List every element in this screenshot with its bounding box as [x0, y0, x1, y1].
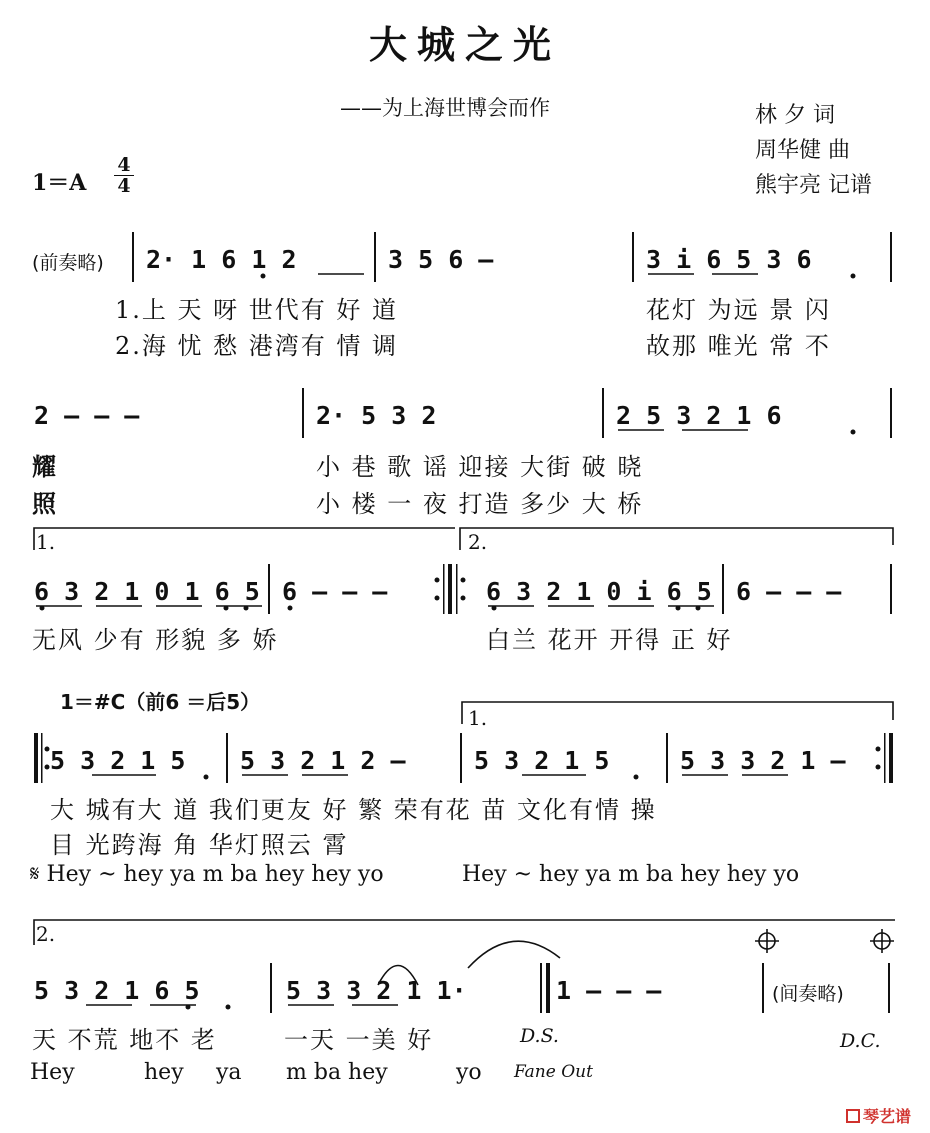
lyric-verse2: 照 — [32, 489, 58, 518]
repeat-start-bar — [456, 564, 458, 614]
measure: 2 – – – — [34, 401, 140, 430]
prelude-note: (前奏略) — [32, 252, 104, 274]
lyricist-credit: 林 夕 词 — [755, 103, 835, 128]
ending-2-label: 2. — [468, 530, 488, 554]
lyric-verse2: 故那 唯光 常 不 — [646, 332, 831, 360]
ending-bracket-2 — [460, 528, 893, 550]
composer-credit: 周华健 曲 — [755, 138, 850, 163]
lyric-verse1: 耀 — [32, 452, 58, 481]
song-subtitle: ——为上海世博会而作 — [340, 96, 550, 120]
english-lyric: Hey ~ hey ya m ba hey hey yo — [462, 862, 800, 887]
measure: 5 3 2 1 2 – — [240, 746, 406, 775]
ending-bracket-1b — [462, 702, 893, 724]
ending-1-label: 1. — [36, 530, 56, 554]
measure: 5 3 3 2 1 – — [680, 746, 846, 775]
measure: 5 3 2 1 6 5 — [34, 976, 200, 1005]
dal-segno-mark: D.S. — [520, 1025, 559, 1047]
da-capo-mark: D.C. — [840, 1030, 881, 1052]
ending-2-label: 2. — [36, 922, 56, 946]
key-change: 1＝#C（前6 ＝后5） — [60, 690, 261, 714]
repeat-start-bar — [34, 733, 38, 783]
lyric: 一天 一美 好 — [284, 1026, 434, 1054]
lyric-verse1: 1.上 天 呀 世代有 好 道 — [115, 296, 399, 324]
double-barline — [540, 963, 542, 1013]
measure: 3 5 6 – — [388, 245, 494, 274]
lyric-verse1: 大 城有大 道 我们更友 好 繁 荣有花 苗 文化有情 操 — [50, 796, 657, 824]
english-lyric: yo — [456, 1060, 482, 1085]
english-lyric: ya — [216, 1060, 242, 1085]
measure: 3 i 6 5 3 6 — [646, 245, 812, 274]
lyric-verse1: 花灯 为远 景 闪 — [646, 296, 831, 324]
ending-1-label: 1. — [468, 706, 488, 730]
lyric-verse2: 小 楼 一 夜 打造 多少 大 桥 — [316, 490, 644, 518]
english-lyric: Hey — [30, 1060, 75, 1085]
lyric-verse1: 小 巷 歌 谣 迎接 大街 破 晓 — [316, 453, 644, 481]
watermark-text: 琴艺谱 — [863, 1107, 912, 1126]
english-lyric: 𝄋 Hey ~ hey ya m ba hey hey yo — [30, 862, 384, 887]
lyric-verse2: 2.海 忧 愁 港湾有 情 调 — [115, 332, 399, 360]
measure: 2 5 3 2 1 6 — [616, 401, 782, 430]
ending-bracket-1 — [34, 528, 455, 550]
measure: 2· 1 6 1 2 — [146, 245, 297, 274]
measure: 5 3 3 2 1 1· — [286, 976, 467, 1005]
lyric: 天 不荒 地不 老 — [32, 1026, 217, 1054]
fade-out-mark: Fane Out — [514, 1062, 593, 1082]
time-sig-top: 4 — [117, 154, 131, 176]
time-sig-bottom: 4 — [114, 175, 134, 196]
lyric: 白兰 花开 开得 正 好 — [486, 626, 733, 654]
measure: 2· 5 3 2 — [316, 401, 437, 430]
measure: 6 3 2 1 0 i 6 5 — [486, 577, 712, 606]
repeat-end-bar — [448, 564, 452, 614]
lyric-verse2: 目 光跨海 角 华灯照云 霄 — [50, 831, 349, 859]
measure: 6 – – – — [736, 577, 842, 606]
measure: 1 – – – — [556, 976, 662, 1005]
english-lyric: hey — [144, 1060, 184, 1085]
repeat-end-bar — [889, 733, 893, 783]
song-title: 大城之光 — [368, 23, 561, 67]
interlude-note: (间奏略) — [772, 983, 844, 1005]
key-signature: 1＝A — [32, 170, 87, 196]
lyric: 无风 少有 形貌 多 娇 — [32, 626, 279, 654]
tie — [378, 966, 418, 986]
measure: 6 – – – — [282, 577, 388, 606]
measure: 5 3 2 1 5 — [50, 746, 186, 775]
transcriber-credit: 熊宇亮 记谱 — [755, 173, 872, 198]
measure: 5 3 2 1 5 — [474, 746, 610, 775]
english-lyric: m ba hey — [286, 1060, 388, 1085]
measure: 6 3 2 1 0 1 6 5 — [34, 577, 260, 606]
